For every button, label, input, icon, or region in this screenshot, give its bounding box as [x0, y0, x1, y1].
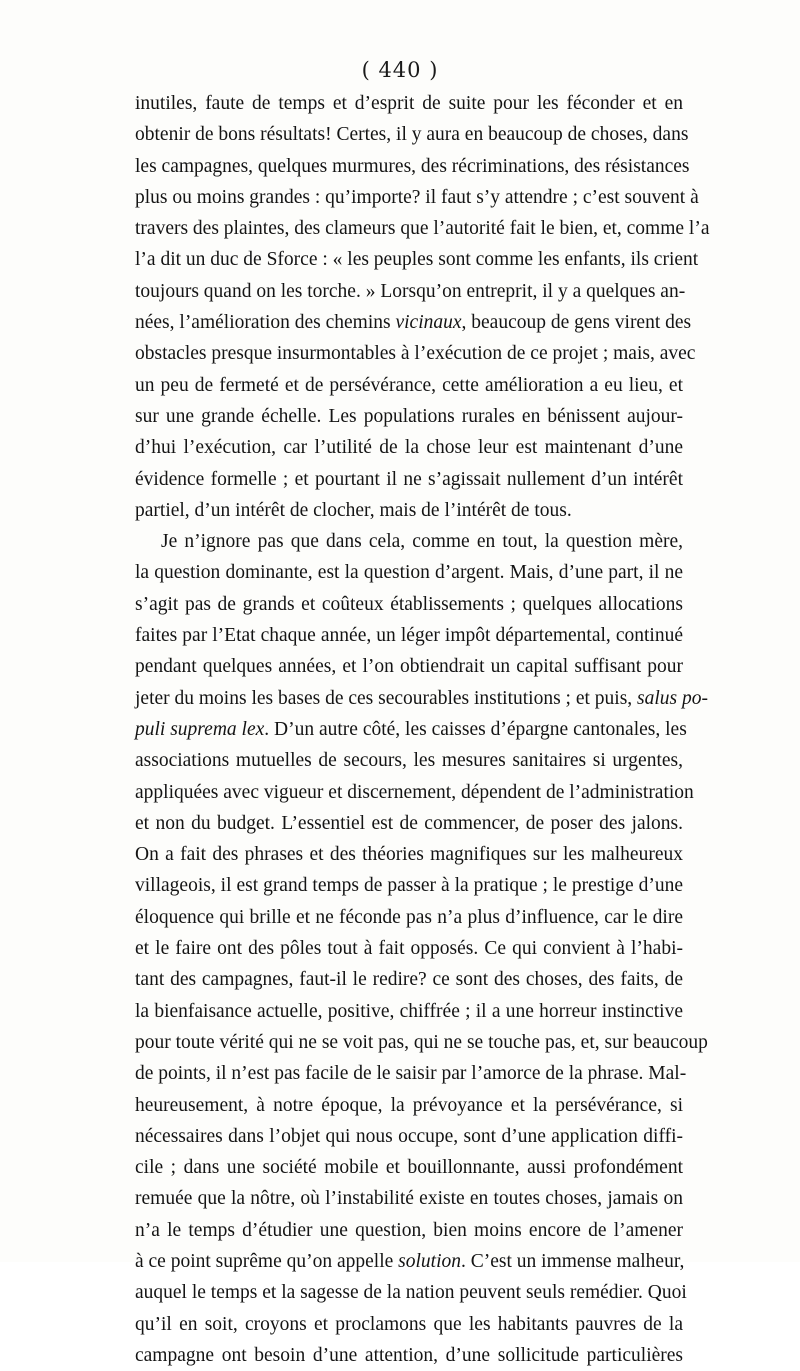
text-line: cile ; dans une société mobile et bouillonnante, aussi profondément [135, 1157, 683, 1179]
text-line: nées, l’amélioration des chemins vicinaux, beaucoup de gens virent des [135, 312, 692, 334]
text-line: jeter du moins les bases de ces secourables institutions ; et puis, salus po- [135, 687, 708, 709]
italic-phrase: salus po- [637, 687, 708, 709]
text-line: la bienfaisance actuelle, positive, chiffrée ; il a une horreur instinctive [135, 1000, 683, 1022]
paragraph-start-line: Je n’ignore pas que dans cela, comme en tout, la question mère, [161, 531, 683, 553]
text-line: villageois, il est grand temps de passer à la pratique ; le prestige d’une [135, 875, 683, 897]
text-line: obstacles presque insurmontables à l’exécution de ce projet ; mais, avec [135, 343, 696, 365]
text-line: les campagnes, quelques murmures, des récriminations, des résistances [135, 155, 690, 177]
text-line: un peu de fermeté et de persévérance, cette amélioration a eu lieu, et [135, 374, 683, 396]
page-number: ( 440 ) [361, 58, 439, 82]
text-line: n’a le temps d’étudier une question, bien moins encore de l’amener [135, 1219, 683, 1241]
text-line: s’agit pas de grands et coûteux établissements ; quelques allocations [135, 593, 683, 615]
text-line: à ce point suprême qu’on appelle solution. C’est un immense malheur, [135, 1250, 685, 1272]
text-line: la question dominante, est la question d’argent. Mais, d’une part, il ne [135, 562, 683, 584]
text-line: de points, il n’est pas facile de le saisir par l’amorce de la phrase. Mal- [135, 1063, 687, 1085]
text-line: tant des campagnes, faut-il le redire? ce sont des choses, des faits, de [135, 969, 683, 991]
text-line: puli suprema lex. D’un autre côté, les caisses d’épargne cantonales, les [135, 718, 687, 740]
text-line: campagne ont besoin d’une attention, d’une sollicitude particulières [135, 1344, 683, 1366]
text-line: pour toute vérité qui ne se voit pas, qui ne se touche pas, et, sur beaucoup [135, 1031, 708, 1053]
text-line: nécessaires dans l’objet qui nous occupe, sont d’une application diffi- [135, 1125, 683, 1147]
text-line: inutiles, faute de temps et d’esprit de suite pour les féconder et en [135, 93, 683, 114]
text-line: éloquence qui brille et ne féconde pas n’a plus d’influence, car le dire [135, 906, 683, 928]
text-line: appliquées avec vigueur et discernement, dépendent de l’administration [135, 781, 694, 803]
text-line: travers des plaintes, des clameurs que l’autorité fait le bien, et, comme l’a [135, 218, 710, 240]
text-line: associations mutuelles de secours, les mesures sanitaires si urgentes, [135, 750, 683, 772]
text-line: obtenir de bons résultats! Certes, il y aura en beaucoup de choses, dans [135, 124, 689, 146]
text-line: faites par l’Etat chaque année, un léger impôt départemental, continué [135, 625, 683, 647]
italic-phrase: puli suprema lex [135, 718, 265, 740]
italic-phrase: vicinaux [395, 312, 462, 334]
text-line: d’hui l’exécution, car l’utilité de la chose leur est maintenant d’une [135, 437, 683, 459]
text-line: sur une grande échelle. Les populations rurales en bénissent aujour- [135, 405, 683, 427]
text-line: toujours quand on les torche. » Lorsqu’on entreprit, il y a quelques an- [135, 280, 686, 302]
text-line: et non du budget. L’essentiel est de commencer, de poser des jalons. [135, 812, 683, 834]
body-text [135, 88, 710, 1371]
text-line: auquel le temps et la sagesse de la nation peuvent seuls remédier. Quoi [135, 1282, 687, 1304]
text-line: l’a dit un duc de Sforce : « les peuples sont comme les enfants, ils crient [135, 249, 699, 271]
text-line: évidence formelle ; et pourtant il ne s’agissait nullement d’un intérêt [135, 468, 683, 490]
text-line: heureusement, à notre époque, la prévoyance et la persévérance, si [135, 1094, 683, 1116]
italic-phrase: solution [398, 1250, 461, 1272]
text-line: pendant quelques années, et l’on obtiendrait un capital suffisant pour [135, 656, 683, 678]
text-line: remuée que la nôtre, où l’instabilité existe en toutes choses, jamais on [135, 1188, 683, 1210]
text-line: On a fait des phrases et des théories magnifiques sur les malheureux [135, 844, 683, 866]
paragraph-end-line: partiel, d’un intérêt de clocher, mais de l’intérêt de tous. [135, 499, 572, 521]
text-line: qu’il en soit, croyons et proclamons que les habitants pauvres de la [135, 1313, 683, 1335]
text-line: et le faire ont des pôles tout à fait opposés. Ce qui convient à l’habi- [135, 938, 683, 960]
text-line: plus ou moins grandes : qu’importe? il faut s’y attendre ; c’est souvent à [135, 186, 699, 208]
